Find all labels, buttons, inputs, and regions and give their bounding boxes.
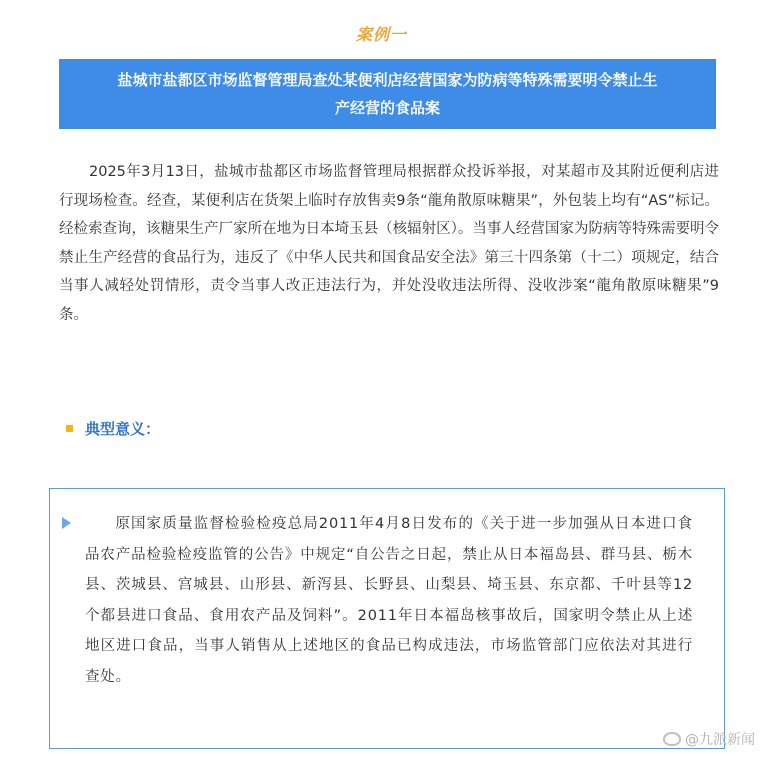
case-banner — [59, 59, 716, 129]
case-title: 案例一 — [355, 25, 407, 44]
significance-text-content: 原国家质量监督检验检疫总局2011年4月8日发布的《关于进一步加强从日本进口食品农产品检验检疫监管的公告》中规定“自公告之日起，禁止从日本福岛县、群马县、栃木县、茨城县、宫城县、山形县、新泻县、长野县、山梨县、埼玉县、东京都、千叶县等12个都县进口食品、食用农产品及饲料”。2011年日本福岛核事故后，国家明令禁止从上述地区进口食品，当事人销售从上述地区的食品已构成违法，市场监管部门应依法对其进行查处。 — [85, 516, 693, 685]
square-bullet-icon — [66, 425, 73, 432]
significance-heading — [66, 418, 160, 439]
triangle-arrow-icon — [62, 517, 71, 529]
weibo-icon — [663, 732, 681, 746]
significance-label: 典型意义： — [85, 420, 161, 438]
watermark — [663, 729, 755, 749]
significance-text — [85, 509, 693, 692]
case-description-text: 2025年3月13日，盐城市盐都区市场监督管理局根据群众投诉举报，对某超市及其附近便利店进行现场检查。经查，某便利店在货架上临时存放售卖9条“龍角散原味糖果”，外包装上均有“AS”标记。经检索查询，该糖果生产厂家所在地为日本埼玉县（核辐射区）。当事人经营国家为防病等特殊需要明令禁止生产经营的食品行为，违反了《中华人民共和国食品安全法》第三十四条第（十二）项规定，结合当事人减轻处罚情形，责令当事人改正违法行为，并处没收违法所得、没收涉案“龍角散原味糖果”9条。 — [59, 164, 719, 323]
case-description — [59, 158, 719, 329]
significance-box — [49, 488, 725, 749]
banner-title-line-2: 产经营的食品案 — [334, 99, 440, 117]
watermark-text: @九派新闻 — [685, 732, 755, 748]
banner-title-line-1: 盐城市盐都区市场监督管理局查处某便利店经营国家为防病等特殊需要明令禁止生 — [117, 71, 658, 89]
